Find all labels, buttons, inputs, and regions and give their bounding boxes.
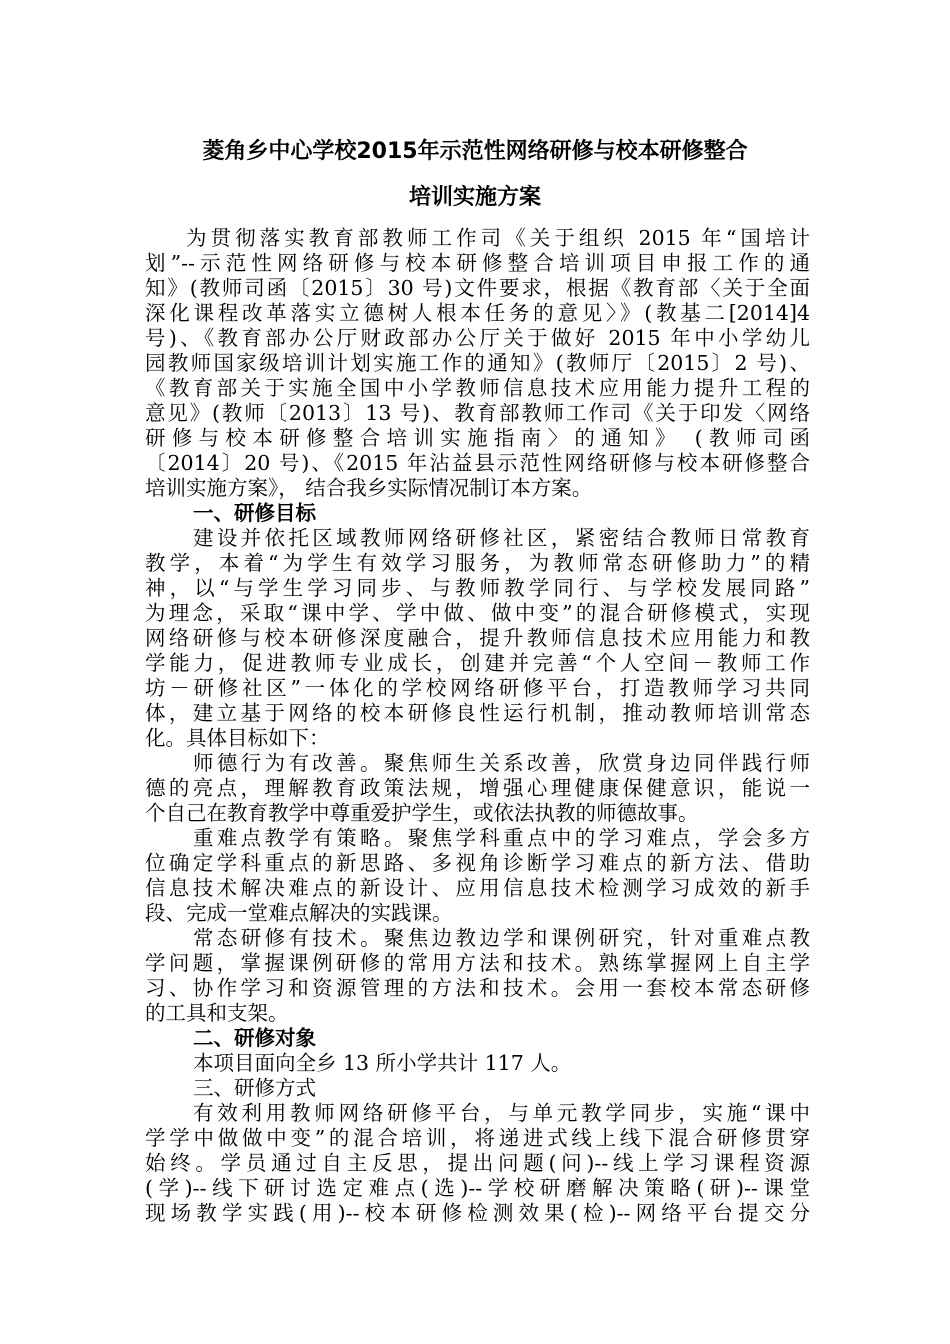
text-line: 个自己在教育教学中尊重爱护学生，或依法执教的师德故事。	[145, 801, 699, 825]
text-line: 重难点教学有策略。聚焦学科重点中的学习难点，学会多方	[193, 826, 810, 850]
text-line: 的工具和支架。	[145, 1001, 289, 1025]
text-line: 研修与校本研修整合培训实施指南〉的通知》 (教师司函	[145, 426, 810, 450]
text-line: 段、完成一堂难点解决的实践课。	[145, 901, 453, 925]
text-line: 位确定学科重点的新思路、多视角诊断学习难点的新方法、借助	[145, 851, 810, 875]
section-heading: 一、研修目标	[193, 501, 316, 525]
text-line: 意见》(教师〔2013〕13 号)、教育部教师工作司《关于印发〈网络	[145, 401, 810, 425]
text-line: 始终。学员通过自主反思，提出问题(问)--线上学习课程资源	[145, 1151, 810, 1175]
text-line: 现场教学实践(用)--校本研修检测效果(检)--网络平台提交分	[145, 1201, 810, 1225]
text-line: 深化课程改革落实立德树人根本任务的意见〉》(教基二[2014]4	[145, 301, 810, 325]
text-line: 号)、《教育部办公厅财政部办公厅关于做好 2015 年中小学幼儿	[145, 326, 810, 350]
text-line: 本项目面向全乡 13 所小学共计 117 人。	[193, 1051, 572, 1075]
text-line: 学问题，掌握课例研修的常用方法和技术。熟练掌握网上自主学	[145, 951, 810, 975]
text-line: 教学，本着“为学生有效学习服务，为教师常态研修助力”的精	[145, 551, 810, 575]
text-line: 习、协作学习和资源管理的方法和技术。会用一套校本常态研修	[145, 976, 810, 1000]
text-line: 德的亮点，理解教育政策法规，增强心理健康保健意识，能说一	[145, 776, 810, 800]
document-title-line-1: 菱角乡中心学校2015年示范性网络研修与校本研修整合	[202, 139, 748, 164]
text-line: 坊－研修社区”一体化的学校网络研修平台，打造教师学习共同	[145, 676, 810, 700]
text-line: 神，以“与学生学习同步、与教师教学同行、与学校发展同路”	[145, 576, 810, 600]
section-heading: 三、研修方式	[193, 1076, 316, 1100]
text-line: 为理念，采取“课中学、学中做、做中变”的混合研修模式，实现	[145, 601, 810, 625]
text-line: 《教育部关于实施全国中小学教师信息技术应用能力提升工程的	[145, 376, 810, 400]
text-line: 有效利用教师网络研修平台，与单元教学同步，实施“课中	[193, 1101, 810, 1125]
text-line: 化。具体目标如下：	[145, 726, 330, 750]
text-line: 常态研修有技术。聚焦边教边学和课例研究，针对重难点教	[193, 926, 810, 950]
text-line: 网络研修与校本研修深度融合，提升教师信息技术应用能力和教	[145, 626, 810, 650]
document-title-line-2: 培训实施方案	[408, 185, 541, 210]
text-line: 知》(教师司函〔2015〕30 号)文件要求，根据《教育部〈关于全面	[145, 276, 810, 300]
text-line: (学)--线下研讨选定难点(选)--学校研磨解决策略(研)--课堂	[145, 1176, 810, 1200]
text-line: 〔2014〕20 号)、《2015 年沾益县示范性网络研修与校本研修整合	[145, 451, 810, 475]
text-line: 师德行为有改善。聚焦师生关系改善，欣赏身边同伴践行师	[193, 751, 810, 775]
document-body	[145, 226, 810, 1226]
text-line: 体，建立基于网络的校本研修良性运行机制，推动教师培训常态	[145, 701, 810, 725]
text-line: 为贯彻落实教育部教师工作司《关于组织 2015 年“国培计	[186, 226, 810, 250]
text-line: 培训实施方案》， 结合我乡实际情况制订本方案。	[145, 476, 593, 500]
text-line: 学能力，促进教师专业成长，创建并完善“个人空间－教师工作	[145, 651, 810, 675]
text-line: 园教师国家级培训计划实施工作的通知》(教师厅〔2015〕2 号)、	[145, 351, 810, 375]
text-line: 学学中做做中变”的混合培训，将递进式线上线下混合研修贯穿	[145, 1126, 810, 1150]
section-heading: 二、研修对象	[193, 1026, 316, 1050]
text-line: 信息技术解决难点的新设计、应用信息技术检测学习成效的新手	[145, 876, 810, 900]
text-line: 划”--示范性网络研修与校本研修整合培训项目申报工作的通	[145, 251, 810, 275]
text-line: 建设并依托区域教师网络研修社区，紧密结合教师日常教育	[193, 526, 810, 550]
